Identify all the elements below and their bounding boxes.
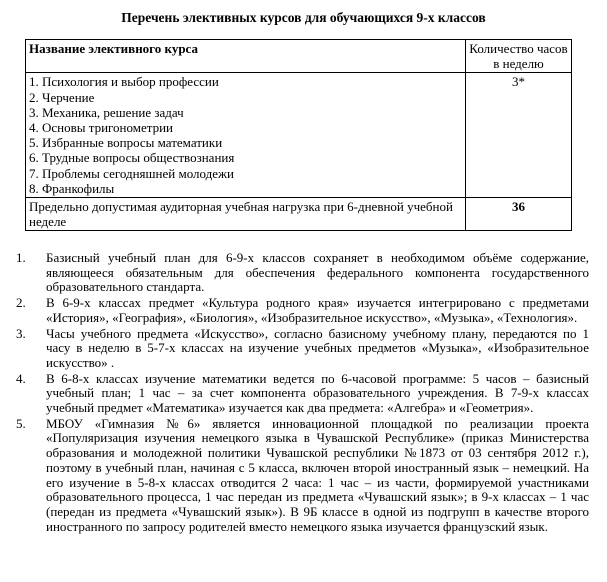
list-item: 3. Механика, решение задач: [29, 104, 184, 120]
course-list-cell: [26, 73, 466, 198]
note-number: 1.: [16, 250, 26, 265]
note-text: Базисный учебный план для 6-9-х классов сохраняет в необходимом объёме содержание, являющееся обязательным для обеспечения федерального компонента государственного образовательного стандарта.: [46, 250, 589, 295]
note-text: МБОУ «Гимназия №6» является инновационной площадкой по реализации проекта «Популяризация изучения немецкого языка в Чувашской Республике» (приказ Министерства образования и молодежной политики Чувашской республики №1873 от 03 сентября 2012 г.), поэтому в учебный план, начиная с 5 класса, включен второй иностранный язык – немецкий. На его изучение в 5-8-х классах отводится 2 часа: 1 час – из части, формируемой участниками образовательного процесса, 1 час передан из предмета «Чувашский язык»; в 9-х классах – 1 час (передан из предмета «Чувашский язык»). В 9Б классе в одной из подгрупп в качестве второго иностранного по запросу родителей вместо немецкого языка изучается французский язык.: [46, 415, 589, 534]
note-number: 3.: [16, 325, 26, 341]
note-text: В 6-9-х классах предмет «Культура родного края» изучается интегрировано с предметами «История», «География», «Биология», «Изобразительное искусство», «Музыка», «Технология».: [46, 295, 589, 325]
elective-courses-table: [25, 39, 572, 231]
list-item: 4. Основы тригонометрии: [29, 120, 174, 136]
list-item: [16, 417, 589, 535]
max-load-value: 36: [466, 198, 572, 231]
max-load-label: Предельно допустимая аудиторная учебная нагрузка при 6-дневной учебной неделе: [26, 198, 466, 231]
list-item: 5. Избранные вопросы математики: [29, 135, 223, 151]
list-item: [16, 372, 589, 416]
note-text: В 6-8-х классах изучение математики ведется по 6-часовой программе: 5 часов – базисный учебный план; 1 час – за счет компонента образовательного учреждения. В 7-9-х классах учебный предмет «Математика» изучается как два предмета: «Алгебра» и «Геометрия».: [46, 370, 589, 416]
list-item: 8. Франкофилы: [29, 180, 115, 196]
list-item: [16, 296, 589, 325]
courses-hours-value: 3*: [466, 73, 572, 198]
header-course-name: Название элективного курса: [26, 40, 466, 73]
list-item: 2. Черчение: [29, 89, 95, 105]
notes-list: [16, 251, 589, 535]
table-row: [26, 198, 572, 231]
course-list: [29, 74, 462, 196]
list-item: [16, 327, 589, 371]
header-hours-per-week: Количество часов в неделю: [466, 40, 572, 73]
list-item: 7. Проблемы сегодняшней молодежи: [29, 165, 234, 181]
note-text: Часы учебного предмета «Искусство», согласно базисному учебному плану, передаются по 1 часу в неделю в 5-7-х классах на изучение учебных предметов «Музыка», «Изобразительное искусство» .: [46, 325, 589, 370]
document-title: Перечень элективных курсов для обучающихся 9-х классов: [121, 10, 486, 25]
note-number: 2.: [16, 295, 26, 311]
list-item: [16, 251, 589, 295]
list-item: 6. Трудные вопросы обществознания: [29, 150, 235, 166]
note-number: 5.: [16, 415, 26, 431]
table-row: [26, 73, 572, 198]
list-item: 1. Психология и выбор профессии: [29, 74, 219, 90]
note-number: 4.: [16, 370, 26, 386]
table-header-row: [26, 40, 572, 73]
